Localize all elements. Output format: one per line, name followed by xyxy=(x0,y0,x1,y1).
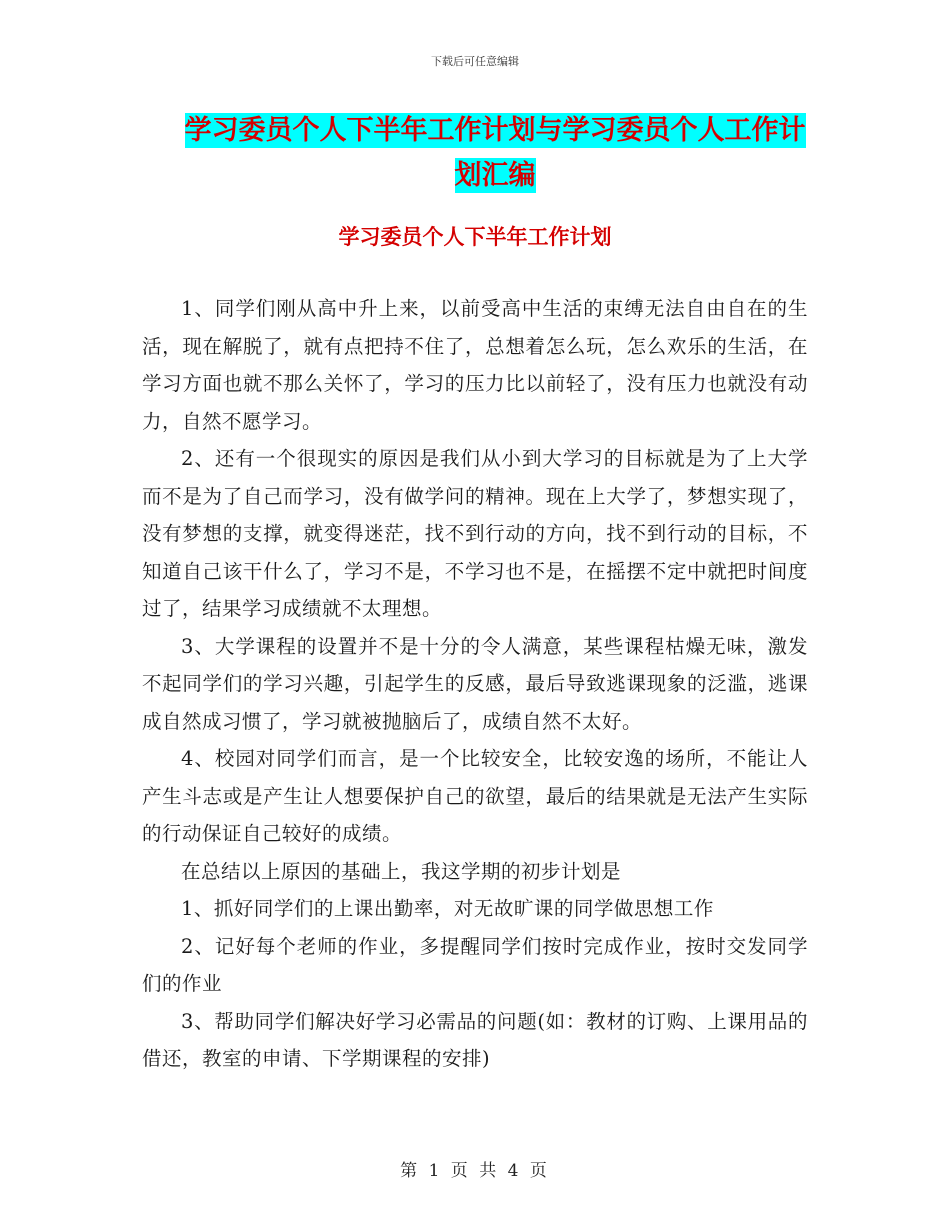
section-title: 学习委员个人下半年工作计划 xyxy=(338,225,612,249)
plan-item: 3、帮助同学们解决好学习必需品的问题(如：教材的订购、上课用品的借还，教室的申请、下学期课程的安排) xyxy=(142,1009,808,1070)
paragraph: 3、大学课程的设置并不是十分的令人满意，某些课程枯燥无味，激发不起同学们的学习兴趣，引起学生的反感，最后导致逃课现象的泛滥，逃课成自然成习惯了，学习就被抛脑后了，成绩自然不太好。 xyxy=(142,634,808,733)
page-number-footer: 第 1 页 共 4 页 xyxy=(400,1161,550,1181)
paragraph: 在总结以上原因的基础上，我这学期的初步计划是 xyxy=(181,859,622,883)
document-title xyxy=(180,108,810,198)
paragraph: 4、校园对同学们而言，是一个比较安全，比较安逸的场所，不能让人产生斗志或是产生让人想要保护自己的欲望，最后的结果就是无法产生实际的行动保证自己较好的成绩。 xyxy=(142,747,808,845)
page-header-note: 下载后可任意编辑 xyxy=(431,55,519,68)
document-title-text: 学习委员个人下半年工作计划与学习委员个人工作计划汇编 xyxy=(184,115,806,191)
paragraph: 1、同学们刚从高中升上来，以前受高中生活的束缚无法自由自在的生活，现在解脱了，就有点把持不住了，总想着怎么玩，怎么欢乐的生活，在学习方面也就不那么关怀了，学习的压力比以前轻了，没有压力也就没有动力，自然不愿学习。 xyxy=(142,297,808,433)
plan-item: 2、记好每个老师的作业，多提醒同学们按时完成作业，按时交发同学们的作业 xyxy=(142,934,808,995)
document-body xyxy=(142,290,808,1078)
plan-item: 1、抓好同学们的上课出勤率，对无故旷课的同学做思想工作 xyxy=(181,897,714,920)
paragraph: 2、还有一个很现实的原因是我们从小到大学习的目标就是为了上大学而不是为了自己而学习，没有做学问的精神。现在上大学了，梦想实现了，没有梦想的支撑，就变得迷茫，找不到行动的方向，找不到行动的目标，不知道自己该干什么了，学习不是，不学习也不是，在摇摆不定中就把时间度过了，结果学习成绩就不太理想。 xyxy=(142,447,808,620)
